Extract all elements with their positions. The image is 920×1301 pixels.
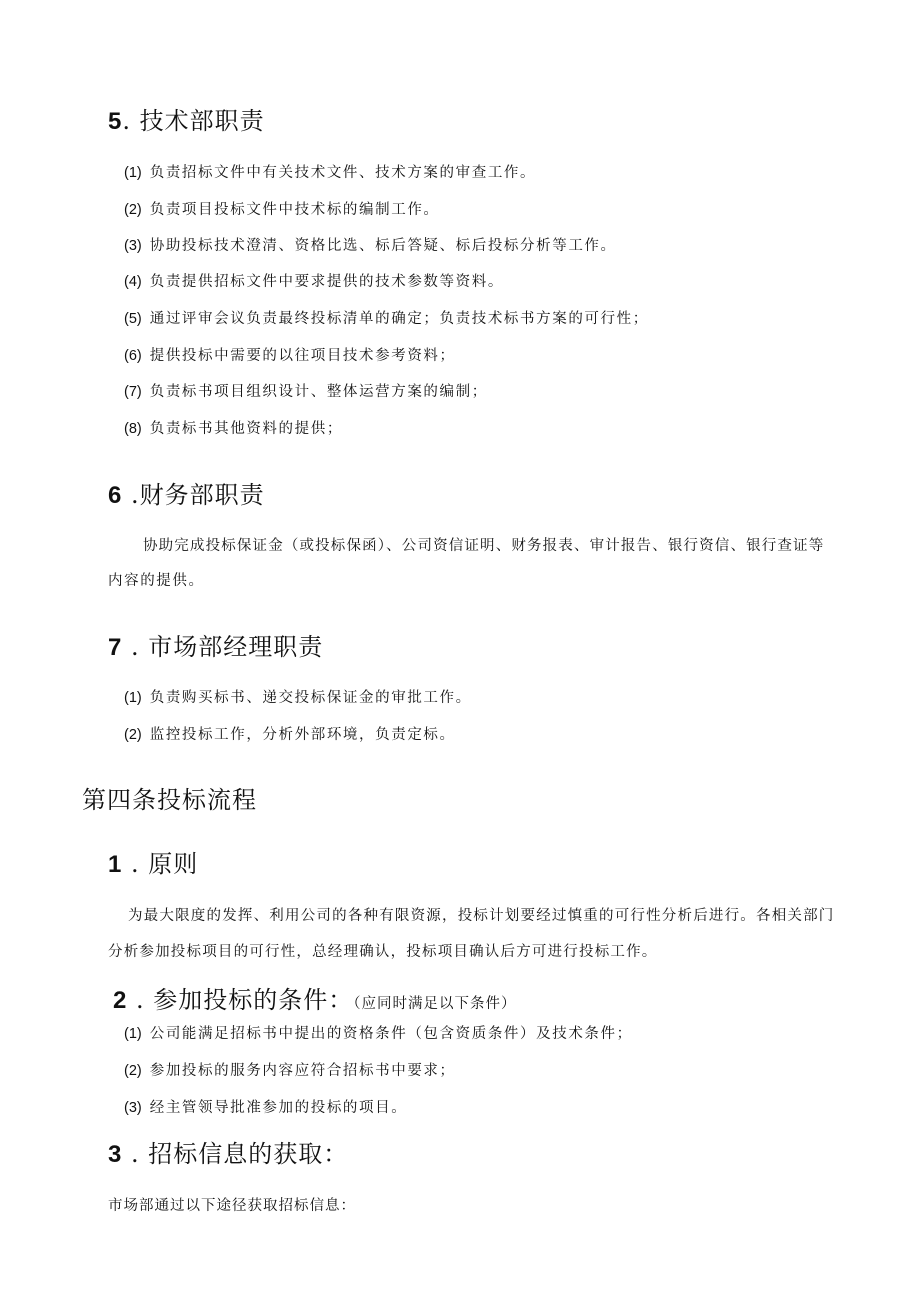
point-1-title: . 原则 bbox=[122, 850, 199, 878]
section-6-heading bbox=[108, 475, 265, 510]
point-1-number: 1 bbox=[108, 851, 123, 878]
paragraph-line: 分析参加投标项目的可行性，总经理确认，投标项目确认后方可进行投标工作。 bbox=[108, 944, 658, 960]
section-5-number: 5 bbox=[108, 108, 123, 135]
list-item: (1) 公司能满足招标书中提出的资格条件（包含资质条件）及技术条件； bbox=[124, 1026, 633, 1042]
point-2-heading bbox=[113, 980, 517, 1015]
section-5-title: . 技术部职责 bbox=[122, 107, 265, 135]
list-item: (2) 负责项目投标文件中技术标的编制工作。 bbox=[124, 202, 440, 218]
list-item: (8) 负责标书其他资料的提供； bbox=[124, 421, 343, 437]
point-2-title: . 参加投标的条件： bbox=[127, 986, 354, 1014]
list-item: (3) 经主管领导批准参加的投标的项目。 bbox=[124, 1100, 408, 1116]
list-item: (1) 负责招标文件中有关技术文件、技术方案的审查工作。 bbox=[124, 165, 537, 181]
paragraph-line: 内容的提供。 bbox=[108, 573, 205, 589]
list-item: (6) 提供投标中需要的以往项目技术参考资料； bbox=[124, 348, 456, 364]
list-item: (7) 负责标书项目组织设计、整体运营方案的编制； bbox=[124, 384, 488, 400]
section-5-heading bbox=[108, 101, 265, 136]
section-7-title: . 市场部经理职责 bbox=[122, 633, 324, 661]
paragraph-line: 为最大限度的发挥、利用公司的各种有限资源，投标计划要经过慎重的可行性分析后进行。各相关部门 bbox=[128, 908, 835, 924]
list-item: (3) 协助投标技术澄清、资格比选、标后答疑、标后投标分析等工作。 bbox=[124, 238, 617, 254]
section-6-number: 6 bbox=[108, 482, 123, 509]
list-item: (2) 参加投标的服务内容应符合招标书中要求； bbox=[124, 1063, 456, 1079]
list-item: (2) 监控投标工作，分析外部环境，负责定标。 bbox=[124, 727, 456, 743]
point-2-number: 2 bbox=[113, 987, 128, 1014]
list-item: (5) 通过评审会议负责最终投标清单的确定；负责技术标书方案的可行性； bbox=[124, 311, 649, 327]
section-7-number: 7 bbox=[108, 634, 123, 661]
paragraph-line: 协助完成投标保证金（或投标保函）、公司资信证明、财务报表、审计报告、银行资信、银行查证等 bbox=[143, 538, 825, 554]
point-3-title: . 招标信息的获取： bbox=[122, 1140, 349, 1168]
point-2-condition: （应同时满足以下条件） bbox=[353, 996, 517, 1012]
paragraph-line: 市场部通过以下途径获取招标信息： bbox=[108, 1198, 356, 1214]
section-6-title: .财务部职责 bbox=[122, 481, 265, 509]
point-1-heading bbox=[108, 844, 198, 879]
point-3-heading bbox=[108, 1134, 348, 1169]
point-3-number: 3 bbox=[108, 1141, 123, 1168]
list-item: (4) 负责提供招标文件中要求提供的技术参数等资料。 bbox=[124, 274, 504, 290]
list-item: (1) 负责购买标书、递交投标保证金的审批工作。 bbox=[124, 690, 472, 706]
section-7-heading bbox=[108, 627, 323, 662]
article-heading: 第四条投标流程 bbox=[82, 786, 257, 814]
